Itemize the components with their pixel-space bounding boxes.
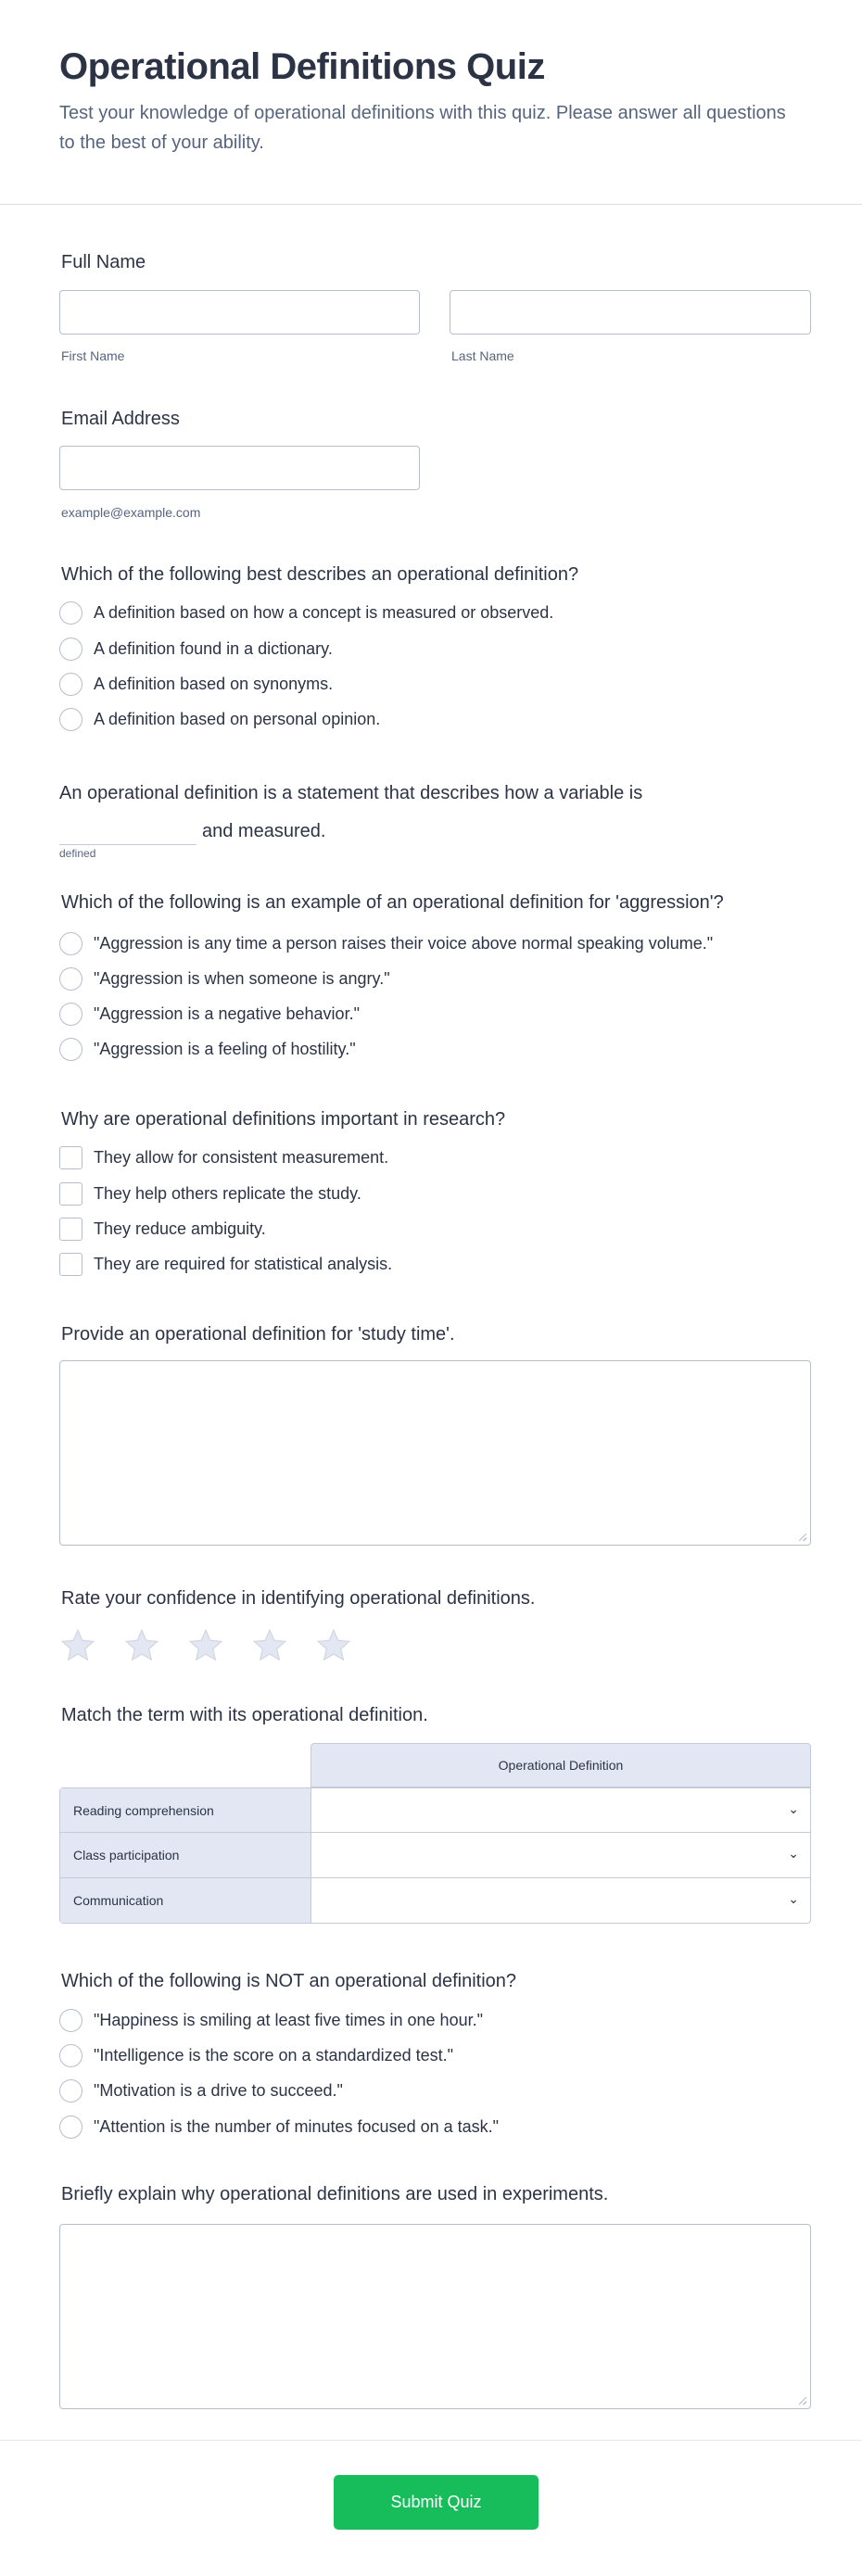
q3-option[interactable] bbox=[59, 1145, 388, 1169]
first-name-input[interactable] bbox=[59, 290, 420, 335]
email-input[interactable] bbox=[59, 446, 420, 490]
fill-text-after: and measured. bbox=[202, 821, 326, 841]
option-label: They reduce ambiguity. bbox=[94, 1219, 266, 1238]
radio-button[interactable] bbox=[59, 2044, 82, 2067]
checkbox[interactable] bbox=[59, 1253, 82, 1276]
table-row bbox=[59, 1833, 811, 1878]
row-label: Communication bbox=[60, 1878, 311, 1923]
option-label: A definition based on how a concept is measured or observed. bbox=[94, 602, 554, 622]
option-label: "Aggression is a negative behavior." bbox=[94, 1004, 360, 1023]
first-name-sublabel: First Name bbox=[61, 348, 125, 363]
option-label: A definition found in a dictionary. bbox=[94, 638, 333, 658]
q2-label: Which of the following is an example of an operational definition for 'aggression'? bbox=[61, 892, 724, 913]
radio-button[interactable] bbox=[59, 1038, 82, 1061]
radio-button[interactable] bbox=[59, 601, 82, 625]
q3-option[interactable] bbox=[59, 1181, 361, 1206]
option-label: A definition based on personal opinion. bbox=[94, 709, 381, 728]
radio-button[interactable] bbox=[59, 708, 82, 731]
q4-label: Provide an operational definition for 'study time'. bbox=[61, 1324, 455, 1345]
q2-option[interactable] bbox=[59, 1037, 356, 1061]
q1-option[interactable] bbox=[59, 600, 553, 625]
last-name-input[interactable] bbox=[450, 290, 811, 335]
q1-label: Which of the following best describes an operational definition? bbox=[61, 564, 579, 585]
q3-option[interactable] bbox=[59, 1252, 392, 1276]
option-label: "Happiness is smiling at least five times in one hour." bbox=[94, 2010, 483, 2029]
option-label: "Aggression is when someone is angry." bbox=[94, 968, 390, 988]
page-description: Test your knowledge of operational definitions with this quiz. Please answer all questions to the best of your ability. bbox=[59, 103, 786, 153]
option-label: They help others replicate the study. bbox=[94, 1183, 361, 1203]
radio-button[interactable] bbox=[59, 2115, 82, 2139]
radio-button[interactable] bbox=[59, 2079, 82, 2102]
option-label: "Motivation is a drive to succeed." bbox=[94, 2080, 343, 2100]
radio-button[interactable] bbox=[59, 1003, 82, 1026]
q3-label: Why are operational definitions important in research? bbox=[61, 1109, 506, 1130]
submit-button[interactable]: Submit Quiz bbox=[334, 2475, 539, 2530]
page-title: Operational Definitions Quiz bbox=[59, 46, 545, 87]
column-header: Operational Definition bbox=[311, 1743, 811, 1787]
star-icon[interactable] bbox=[251, 1627, 288, 1664]
option-label: "Aggression is a feeling of hostility." bbox=[94, 1039, 356, 1058]
q7-option[interactable] bbox=[59, 2043, 453, 2067]
chevron-down-icon: ⌄ bbox=[788, 1801, 799, 1816]
email-sublabel: example@example.com bbox=[61, 505, 201, 520]
star-icon[interactable] bbox=[123, 1627, 160, 1664]
chevron-down-icon: ⌄ bbox=[788, 1846, 799, 1861]
radio-button[interactable] bbox=[59, 673, 82, 696]
option-label: "Aggression is any time a person raises their voice above normal speaking volume." bbox=[94, 933, 714, 953]
header-divider bbox=[0, 204, 862, 205]
fill-text-before: An operational definition is a statement that describes how a variable is bbox=[59, 783, 643, 803]
email-label: Email Address bbox=[61, 409, 180, 429]
fill-blank-sublabel: defined bbox=[59, 847, 96, 860]
star-icon[interactable] bbox=[187, 1627, 224, 1664]
chevron-down-icon: ⌄ bbox=[788, 1891, 799, 1906]
table-row bbox=[59, 1787, 811, 1833]
checkbox[interactable] bbox=[59, 1218, 82, 1241]
radio-button[interactable] bbox=[59, 967, 82, 991]
row-label: Reading comprehension bbox=[60, 1788, 311, 1832]
option-label: They allow for consistent measurement. bbox=[94, 1147, 389, 1167]
checkbox[interactable] bbox=[59, 1182, 82, 1206]
option-label: "Attention is the number of minutes focused on a task." bbox=[94, 2116, 500, 2136]
full-name-label: Full Name bbox=[61, 252, 146, 272]
definition-select[interactable] bbox=[312, 1833, 810, 1877]
q1-option[interactable] bbox=[59, 637, 333, 661]
q3-option[interactable] bbox=[59, 1217, 266, 1241]
q7-option[interactable] bbox=[59, 2115, 499, 2139]
q2-option[interactable] bbox=[59, 966, 390, 991]
radio-button[interactable] bbox=[59, 932, 82, 955]
fill-blank-input[interactable] bbox=[59, 844, 196, 845]
q2-option[interactable] bbox=[59, 931, 713, 955]
star-icon[interactable] bbox=[315, 1627, 352, 1664]
option-label: "Intelligence is the score on a standardized test." bbox=[94, 2045, 454, 2065]
q2-option[interactable] bbox=[59, 1002, 360, 1026]
table-row bbox=[59, 1878, 811, 1924]
study-time-textarea[interactable] bbox=[59, 1360, 811, 1546]
star-icon[interactable] bbox=[59, 1627, 96, 1664]
radio-button[interactable] bbox=[59, 2009, 82, 2032]
q6-label: Match the term with its operational definition. bbox=[61, 1705, 428, 1725]
q1-option[interactable] bbox=[59, 707, 380, 731]
q5-label: Rate your confidence in identifying operational definitions. bbox=[61, 1588, 536, 1609]
option-label: They are required for statistical analysis. bbox=[94, 1254, 393, 1273]
radio-button[interactable] bbox=[59, 638, 82, 661]
footer-divider bbox=[0, 2440, 862, 2441]
q7-option[interactable] bbox=[59, 2078, 343, 2102]
q1-option[interactable] bbox=[59, 672, 333, 696]
last-name-sublabel: Last Name bbox=[451, 348, 514, 363]
checkbox[interactable] bbox=[59, 1146, 82, 1169]
q8-label: Briefly explain why operational definitions are used in experiments. bbox=[61, 2184, 609, 2204]
q7-label: Which of the following is NOT an operational definition? bbox=[61, 1971, 517, 1991]
definition-select[interactable] bbox=[312, 1878, 810, 1923]
row-label: Class participation bbox=[60, 1833, 311, 1877]
option-label: A definition based on synonyms. bbox=[94, 674, 334, 693]
explanation-textarea[interactable] bbox=[59, 2224, 811, 2409]
q7-option[interactable] bbox=[59, 2008, 483, 2032]
definition-select[interactable] bbox=[312, 1788, 810, 1832]
